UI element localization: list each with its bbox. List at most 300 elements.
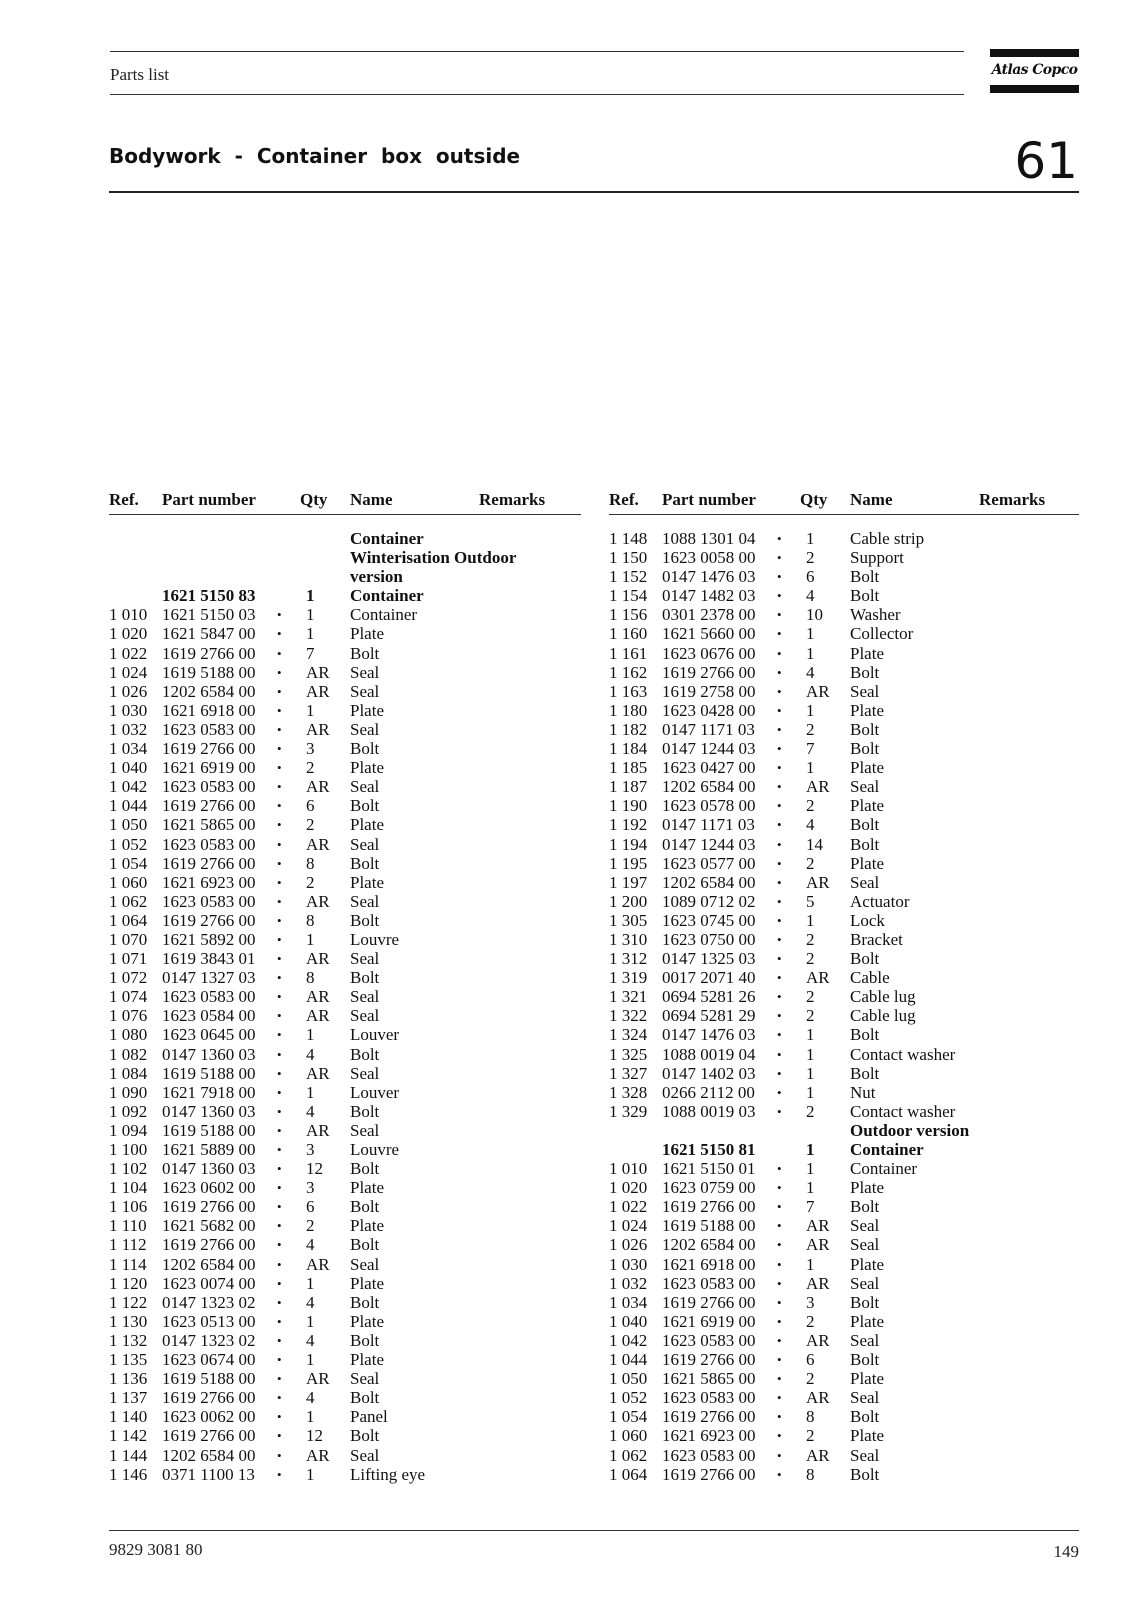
part-number-cell: 1623 0583 00	[662, 1273, 756, 1293]
name-cell: Louver	[350, 1082, 400, 1102]
bullet-marker: •	[777, 588, 782, 604]
ref-cell: 1 322	[609, 1006, 648, 1026]
table-row	[609, 873, 1079, 892]
bullet-marker: •	[777, 1046, 782, 1062]
qty-cell: 2	[806, 1426, 815, 1446]
name-cell: Seal	[850, 1330, 880, 1350]
title-rule	[109, 191, 1079, 193]
ref-cell: 1 195	[609, 853, 648, 873]
bullet-marker: •	[777, 626, 782, 642]
qty-cell: AR	[306, 1006, 330, 1026]
name-cell: Bolt	[350, 643, 380, 663]
bullet-marker: •	[277, 874, 282, 890]
ref-cell: 1 084	[109, 1063, 148, 1083]
qty-cell: 3	[806, 1292, 815, 1312]
table-row	[609, 815, 1079, 834]
qty-cell: 1	[806, 758, 815, 778]
table-row	[109, 758, 581, 777]
table-row	[109, 567, 581, 586]
part-number-cell: 1621 5682 00	[162, 1216, 256, 1236]
qty-cell: AR	[806, 1445, 830, 1465]
name-cell: Contact washer	[850, 1101, 956, 1121]
qty-cell: 12	[306, 1159, 323, 1179]
bullet-marker: •	[777, 874, 782, 890]
name-cell: Seal	[350, 1369, 380, 1389]
part-number-cell: 1089 0712 02	[662, 891, 756, 911]
bullet-marker: •	[777, 760, 782, 776]
table-row	[609, 1293, 1079, 1312]
logo-bar-top	[990, 49, 1079, 57]
name-cell: Seal	[850, 872, 880, 892]
bullet-marker: •	[277, 1103, 282, 1119]
part-number-cell: 1202 6584 00	[662, 872, 756, 892]
part-number-cell: 1619 2766 00	[162, 643, 256, 663]
part-number-cell: 0147 1325 03	[662, 949, 756, 969]
name-cell: Seal	[350, 834, 380, 854]
part-number-cell: 0017 2071 40	[662, 968, 756, 988]
ref-cell: 1 034	[109, 739, 148, 759]
ref-cell: 1 026	[109, 681, 148, 701]
qty-cell: 7	[306, 643, 315, 663]
qty-cell: 4	[806, 586, 815, 606]
part-number-cell: 1623 0074 00	[162, 1273, 256, 1293]
ref-cell: 1 187	[609, 777, 648, 797]
bullet-marker: •	[777, 1218, 782, 1234]
part-number-cell: 1619 2766 00	[162, 796, 256, 816]
qty-cell: AR	[306, 891, 330, 911]
ref-cell: 1 137	[109, 1388, 148, 1408]
table-row	[609, 1045, 1079, 1064]
ref-cell: 1 010	[609, 1159, 648, 1179]
bullet-marker: •	[277, 893, 282, 909]
bullet-marker: •	[277, 1352, 282, 1368]
part-number-cell: 1621 5150 01	[662, 1159, 756, 1179]
part-number-cell: 0301 2378 00	[662, 605, 756, 625]
name-cell: Seal	[350, 1006, 380, 1026]
part-number-cell: 1623 0745 00	[662, 910, 756, 930]
name-cell: Bolt	[350, 1292, 380, 1312]
qty-cell: 1	[306, 1350, 315, 1370]
qty-cell: 3	[306, 739, 315, 759]
table-row	[609, 1312, 1079, 1331]
table-row	[109, 854, 581, 873]
table-row	[109, 1388, 581, 1407]
qty-cell: 1	[306, 1464, 315, 1484]
ref-cell: 1 034	[609, 1292, 648, 1312]
bullet-marker: •	[777, 817, 782, 833]
qty-cell: 1	[806, 529, 815, 548]
name-cell: Bolt	[350, 853, 380, 873]
column-header-qty: Qty	[800, 490, 828, 509]
ref-cell: 1 042	[109, 777, 148, 797]
name-cell: Support	[850, 548, 904, 568]
ref-cell: 1 140	[109, 1407, 148, 1427]
part-number-cell: 0147 1244 03	[662, 739, 756, 759]
name-cell: Bolt	[850, 834, 880, 854]
table-row	[609, 968, 1079, 987]
qty-cell: 4	[306, 1044, 315, 1064]
qty-cell: 6	[306, 1197, 315, 1217]
part-number-cell: 1623 0645 00	[162, 1025, 256, 1045]
bullet-marker: •	[277, 989, 282, 1005]
ref-cell: 1 054	[609, 1407, 648, 1427]
ref-cell: 1 072	[109, 968, 148, 988]
part-number-cell: 1623 0676 00	[662, 643, 756, 663]
qty-cell: 2	[806, 1101, 815, 1121]
table-row	[609, 1274, 1079, 1293]
column-header-name: Name	[350, 490, 393, 509]
ref-cell: 1 325	[609, 1044, 648, 1064]
section-number: 61	[1014, 132, 1078, 190]
name-cell: Plate	[850, 643, 884, 663]
name-cell: Louver	[350, 1025, 400, 1045]
ref-cell: 1 080	[109, 1025, 148, 1045]
name-cell: Seal	[350, 1063, 380, 1083]
name-cell: Plate	[850, 1311, 884, 1331]
part-number-cell: 1619 5188 00	[162, 1369, 256, 1389]
table-row	[609, 1235, 1079, 1254]
part-number-cell: 1621 6918 00	[662, 1254, 756, 1274]
qty-cell: 2	[806, 1311, 815, 1331]
qty-cell: 7	[806, 739, 815, 759]
table-row	[609, 1178, 1079, 1197]
column-header-part-number: Part number	[662, 490, 756, 509]
bullet-marker: •	[277, 1046, 282, 1062]
qty-cell: 7	[806, 1197, 815, 1217]
table-row	[109, 1159, 581, 1178]
qty-cell: 2	[806, 1369, 815, 1389]
qty-cell: 1	[306, 624, 315, 644]
part-number-cell: 0147 1327 03	[162, 968, 256, 988]
qty-cell: 1	[806, 700, 815, 720]
qty-cell: 2	[806, 1006, 815, 1026]
part-number-cell: 1623 0583 00	[162, 777, 256, 797]
table-row	[609, 777, 1079, 796]
table-row	[109, 1331, 581, 1350]
ref-cell: 1 010	[109, 605, 148, 625]
ref-cell: 1 082	[109, 1044, 148, 1064]
table-row	[109, 1465, 581, 1484]
part-number-cell: 1623 0759 00	[662, 1178, 756, 1198]
part-number-cell: 1619 2766 00	[162, 1388, 256, 1408]
name-cell: Bracket	[850, 929, 903, 949]
qty-cell: 2	[306, 815, 315, 835]
table-row	[109, 1121, 581, 1140]
column-header-name: Name	[850, 490, 893, 509]
table-row	[609, 720, 1079, 739]
name-cell: Cable	[850, 968, 890, 988]
bullet-marker: •	[777, 1027, 782, 1043]
qty-cell: 1	[306, 1311, 315, 1331]
table-row	[109, 1235, 581, 1254]
ref-cell: 1 146	[109, 1464, 148, 1484]
part-number-cell: 0147 1402 03	[662, 1063, 756, 1083]
column-header-part-number: Part number	[162, 490, 256, 509]
bullet-marker: •	[777, 931, 782, 947]
table-body-right	[609, 529, 1079, 1484]
bullet-marker: •	[777, 798, 782, 814]
part-number-cell: 1619 2758 00	[662, 681, 756, 701]
bullet-marker: •	[777, 664, 782, 680]
qty-cell: AR	[306, 987, 330, 1007]
name-cell: Plate	[850, 1369, 884, 1389]
ref-cell: 1 135	[109, 1350, 148, 1370]
bullet-marker: •	[277, 1428, 282, 1444]
bullet-marker: •	[277, 1447, 282, 1463]
name-cell: Bolt	[850, 1464, 880, 1484]
logo-wordmark: Atlas Copco	[991, 62, 1078, 78]
table-row	[609, 1216, 1079, 1235]
qty-cell: AR	[306, 834, 330, 854]
qty-cell: 2	[806, 853, 815, 873]
table-row	[109, 1064, 581, 1083]
table-row	[609, 1083, 1079, 1102]
ref-cell: 1 020	[109, 624, 148, 644]
qty-cell: AR	[306, 1369, 330, 1389]
page-title: Bodywork - Container box outside	[109, 144, 521, 168]
name-cell: Washer	[850, 605, 901, 625]
bullet-marker: •	[277, 626, 282, 642]
part-number-cell: 1623 0513 00	[162, 1311, 256, 1331]
table-row	[109, 1293, 581, 1312]
bullet-marker: •	[277, 721, 282, 737]
table-row	[109, 586, 581, 605]
ref-cell: 1 305	[609, 910, 648, 930]
bullet-marker: •	[777, 702, 782, 718]
name-cell: Seal	[850, 1445, 880, 1465]
name-cell: Cable lug	[850, 1006, 916, 1026]
ref-cell: 1 150	[609, 548, 648, 568]
ref-cell: 1 106	[109, 1197, 148, 1217]
qty-cell: AR	[306, 1254, 330, 1274]
header-rule-top	[110, 51, 964, 52]
table-row	[609, 663, 1079, 682]
qty-cell: 1	[306, 929, 315, 949]
bullet-marker: •	[277, 1313, 282, 1329]
name-cell: Plate	[350, 1311, 384, 1331]
part-number-cell: 1621 7918 00	[162, 1082, 256, 1102]
ref-cell: 1 090	[109, 1082, 148, 1102]
name-cell: Bolt	[850, 567, 880, 587]
bullet-marker: •	[777, 1313, 782, 1329]
name-cell: Seal	[350, 1445, 380, 1465]
part-number-cell: 1621 5892 00	[162, 929, 256, 949]
qty-cell: 2	[806, 987, 815, 1007]
part-number-cell: 0147 1360 03	[162, 1044, 256, 1064]
table-row	[609, 949, 1079, 968]
ref-cell: 1 060	[609, 1426, 648, 1446]
name-cell: Plate	[350, 1216, 384, 1236]
ref-cell: 1 022	[609, 1197, 648, 1217]
bullet-marker: •	[277, 702, 282, 718]
bullet-marker: •	[277, 817, 282, 833]
part-number-cell: 1619 2766 00	[162, 910, 256, 930]
table-row	[109, 930, 581, 949]
ref-cell: 1 182	[609, 719, 648, 739]
qty-cell: AR	[806, 968, 830, 988]
ref-cell: 1 044	[109, 796, 148, 816]
qty-cell: 4	[306, 1235, 315, 1255]
part-number-cell: 1619 2766 00	[162, 739, 256, 759]
header-rule-bottom	[110, 94, 964, 95]
name-cell: Plate	[850, 1254, 884, 1274]
name-cell: Seal	[350, 987, 380, 1007]
ref-cell: 1 032	[109, 719, 148, 739]
ref-cell: 1 032	[609, 1273, 648, 1293]
bullet-marker: •	[777, 1466, 782, 1482]
part-number-cell: 1623 0583 00	[162, 987, 256, 1007]
table-row	[609, 796, 1079, 815]
table-row	[609, 548, 1079, 567]
bullet-marker: •	[277, 1256, 282, 1272]
bullet-marker: •	[277, 779, 282, 795]
part-number-cell: 1619 2766 00	[662, 662, 756, 682]
part-number-cell: 1619 5188 00	[162, 1120, 256, 1140]
part-number-cell: 0147 1171 03	[662, 719, 755, 739]
bullet-marker: •	[777, 645, 782, 661]
table-row	[609, 529, 1079, 548]
ref-cell: 1 024	[609, 1216, 648, 1236]
ref-cell: 1 062	[609, 1445, 648, 1465]
part-number-cell: 1623 0583 00	[662, 1445, 756, 1465]
part-number-cell: 1623 0583 00	[662, 1388, 756, 1408]
qty-cell: AR	[806, 1388, 830, 1408]
ref-cell: 1 163	[609, 681, 648, 701]
ref-cell: 1 050	[109, 815, 148, 835]
bullet-marker: •	[277, 1008, 282, 1024]
table-row	[609, 1255, 1079, 1274]
bullet-marker: •	[277, 760, 282, 776]
ref-cell: 1 054	[109, 853, 148, 873]
part-number-cell: 1623 0583 00	[662, 1330, 756, 1350]
part-number-cell: 1621 5847 00	[162, 624, 256, 644]
qty-cell: 3	[306, 1178, 315, 1198]
name-cell: Cable strip	[850, 529, 925, 548]
qty-cell: 1	[306, 1082, 315, 1102]
bullet-marker: •	[777, 1409, 782, 1425]
ref-cell: 1 100	[109, 1140, 148, 1159]
name-cell: Outdoor version	[850, 1120, 970, 1140]
bullet-marker: •	[277, 645, 282, 661]
footer-rule	[109, 1530, 1079, 1531]
bullet-marker: •	[777, 1161, 782, 1177]
table-row	[609, 682, 1079, 701]
qty-cell: AR	[306, 681, 330, 701]
part-number-cell: 0147 1476 03	[662, 567, 756, 587]
name-cell: Collector	[850, 624, 914, 644]
part-number-cell: 0694 5281 29	[662, 1006, 756, 1026]
qty-cell: 1	[806, 1159, 815, 1179]
name-cell: Bolt	[850, 1292, 880, 1312]
bullet-marker: •	[277, 1065, 282, 1081]
table-row	[109, 548, 581, 567]
name-cell: Nut	[850, 1082, 876, 1102]
part-number-cell: 1621 5150 81	[662, 1140, 756, 1159]
bullet-marker: •	[777, 912, 782, 928]
table-row	[109, 644, 581, 663]
table-row	[609, 1465, 1079, 1484]
qty-cell: AR	[806, 1216, 830, 1236]
table-row	[109, 1025, 581, 1044]
bullet-marker: •	[777, 1390, 782, 1406]
name-cell: Plate	[850, 700, 884, 720]
bullet-marker: •	[777, 1294, 782, 1310]
parts-table-right	[609, 490, 1079, 1484]
name-cell: Seal	[350, 891, 380, 911]
bullet-marker: •	[277, 1294, 282, 1310]
part-number-cell: 1623 0602 00	[162, 1178, 256, 1198]
table-row	[109, 1312, 581, 1331]
ref-cell: 1 071	[109, 949, 148, 969]
ref-cell: 1 094	[109, 1120, 148, 1140]
ref-cell: 1 024	[109, 662, 148, 682]
name-cell: Bolt	[350, 1044, 380, 1064]
bullet-marker: •	[777, 741, 782, 757]
part-number-cell: 1619 2766 00	[662, 1407, 756, 1427]
name-cell: Container	[850, 1140, 924, 1159]
part-number-cell: 1619 5188 00	[162, 662, 256, 682]
table-row	[609, 701, 1079, 720]
bullet-marker: •	[777, 1447, 782, 1463]
qty-cell: 1	[806, 1178, 815, 1198]
ref-cell: 1 076	[109, 1006, 148, 1026]
table-row	[609, 567, 1079, 586]
qty-cell: AR	[306, 1063, 330, 1083]
part-number-cell: 0147 1360 03	[162, 1159, 256, 1179]
name-cell: Plate	[850, 796, 884, 816]
qty-cell: 4	[306, 1388, 315, 1408]
part-number-cell: 1621 6918 00	[162, 700, 256, 720]
qty-cell: 3	[306, 1140, 315, 1159]
part-number-cell: 1619 2766 00	[662, 1292, 756, 1312]
part-number-cell: 1088 0019 04	[662, 1044, 756, 1064]
qty-cell: AR	[806, 777, 830, 797]
part-number-cell: 1623 0428 00	[662, 700, 756, 720]
table-row	[109, 1178, 581, 1197]
part-number-cell: 1623 0578 00	[662, 796, 756, 816]
bullet-marker: •	[277, 1332, 282, 1348]
name-cell: Seal	[350, 681, 380, 701]
table-row	[609, 1064, 1079, 1083]
name-cell: Actuator	[850, 891, 910, 911]
part-number-cell: 1621 5865 00	[162, 815, 256, 835]
name-cell: Bolt	[350, 1235, 380, 1255]
bullet-marker: •	[777, 1332, 782, 1348]
name-cell: Bolt	[350, 1197, 380, 1217]
table-row	[609, 1159, 1079, 1178]
bullet-marker: •	[277, 1390, 282, 1406]
name-cell: Bolt	[350, 1388, 380, 1408]
bullet-marker: •	[777, 893, 782, 909]
ref-cell: 1 060	[109, 872, 148, 892]
document-number: 9829 3081 80	[109, 1540, 203, 1559]
table-row	[609, 1102, 1079, 1121]
table-row	[609, 1140, 1079, 1159]
bullet-marker: •	[277, 1199, 282, 1215]
ref-cell: 1 161	[609, 643, 648, 663]
ref-cell: 1 142	[109, 1426, 148, 1446]
qty-cell: 6	[306, 796, 315, 816]
part-number-cell: 1621 5150 83	[162, 586, 256, 606]
part-number-cell: 1623 0583 00	[162, 719, 256, 739]
column-header-ref: Ref.	[109, 490, 139, 509]
qty-cell: 1	[306, 1273, 315, 1293]
table-row	[609, 1197, 1079, 1216]
ref-cell: 1 312	[609, 949, 648, 969]
name-cell: Container	[350, 605, 418, 625]
table-row	[609, 1350, 1079, 1369]
table-row	[109, 1446, 581, 1465]
